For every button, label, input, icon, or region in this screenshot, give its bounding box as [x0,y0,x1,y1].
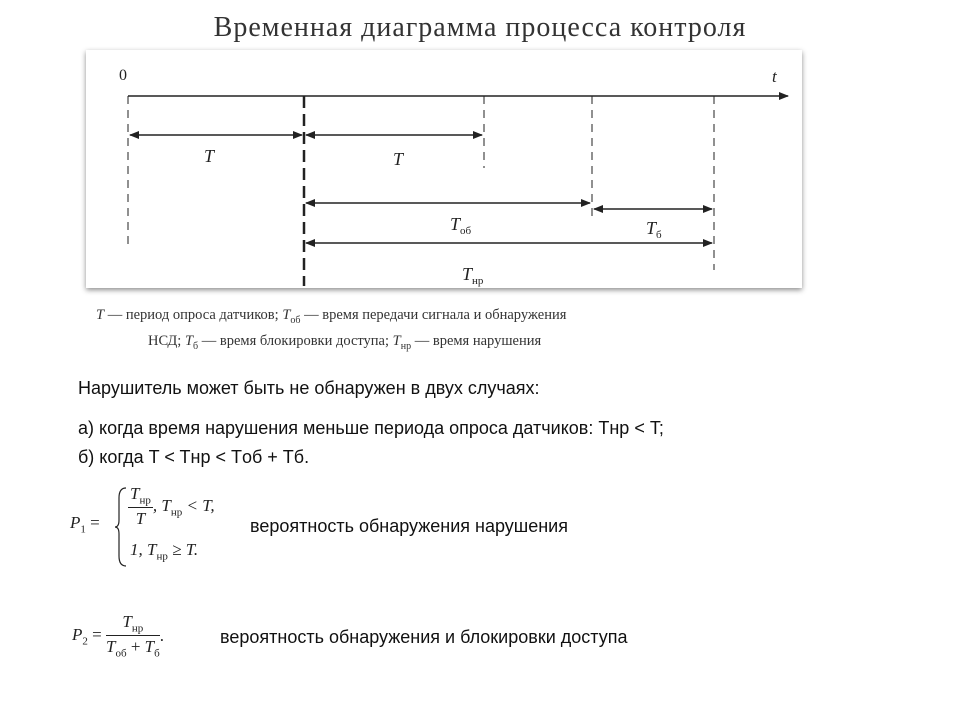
p2-description: вероятность обнаружения и блокировки доступа [220,627,628,647]
interval-T2-label: T [393,149,404,169]
slide-title: Временная диаграмма процесса контроля [213,12,747,43]
axis-label: t [772,67,777,86]
interval-Tnr-label: $T_{нр}$ [462,264,484,287]
formula-p1-case2: 1, $T_{нр} \ge T$. [130,540,199,563]
origin-label: 0 [119,67,127,84]
diagram-caption [96,305,736,357]
interval-Tob-label: $T_{об}$ [450,214,472,237]
formula-p1 [70,482,240,572]
case-b-text: б) когда T < Tнр < Tоб + Tб. [78,447,310,467]
caption-line-1: T — период опроса датчиков; $T_{об}$ — время передачи сигнала и обнаружения [96,307,567,326]
intro-text: Нарушитель может быть не обнаружен в двух случаях: [78,378,540,398]
formula-p1-case1: $\frac{T_{нр}}{T}$ , $T_{нр} < T$, [130,484,215,529]
formula-p2-lhs: $P_2$ = [72,624,102,648]
p1-description: вероятность обнаружения нарушения [250,516,568,536]
caption-line-2: НСД; $T_б$ — время блокировки доступа; $T_{нр}$ — время нарушения [148,332,542,352]
timing-diagram-svg [86,50,802,288]
formula-p1-lhs: $P_1$ = [70,513,100,536]
formula-p2-fraction: $\frac{T_{нр}}{T_{об} + T_б}$ [105,612,160,660]
interval-Tb-label: $T_б$ [646,218,662,241]
interval-T1-label: T [204,146,215,166]
timing-diagram [86,50,802,288]
formula-p1-brace [114,486,128,568]
case-a-text: а) когда время нарушения меньше периода опроса датчиков: Tнр < T; [78,418,664,438]
formula-p2: $P_2$ = $\frac{T_{нр}}{T_{об} + T_б}$ . [72,612,164,660]
